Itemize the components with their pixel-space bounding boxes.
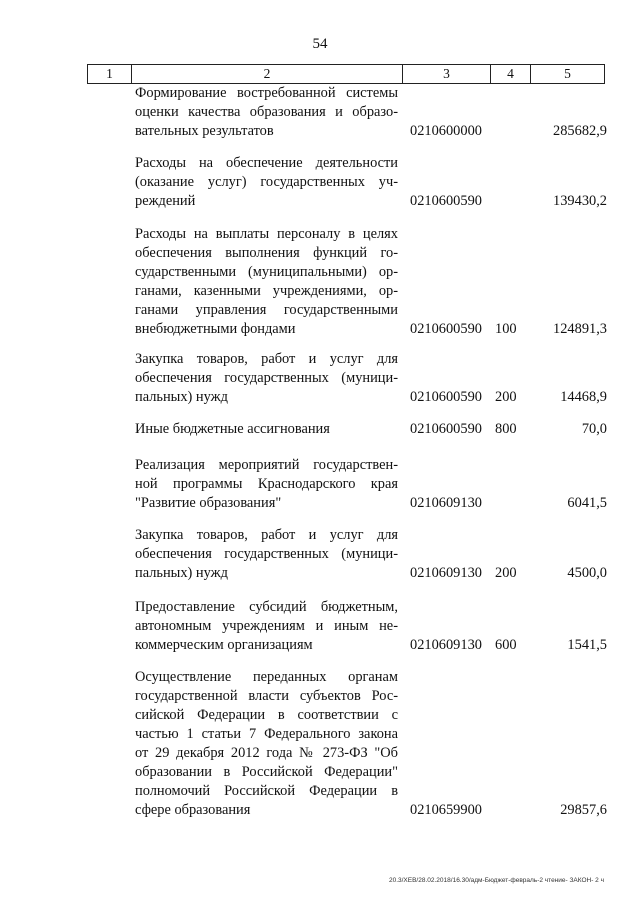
row-code: 0210600590 bbox=[410, 193, 482, 209]
row-code: 0210659900 bbox=[410, 802, 482, 818]
row-code: 0210609130 bbox=[410, 637, 482, 653]
header-col-5: 5 bbox=[564, 66, 571, 81]
row-expense-kind: 100 bbox=[495, 321, 517, 337]
description-line: Закупка товаров, работ и услуг для bbox=[135, 527, 398, 543]
header-col-1: 1 bbox=[88, 65, 132, 83]
page-number: 54 bbox=[312, 36, 328, 52]
description-line: обеспечения государственных (муници- bbox=[135, 546, 398, 562]
row-expense-kind: 600 bbox=[495, 637, 517, 653]
description-line: полномочий Российской Федерации в bbox=[135, 783, 398, 799]
description-line: реждений bbox=[135, 193, 196, 209]
row-amount: 29857,6 bbox=[560, 802, 607, 818]
row-amount: 14468,9 bbox=[560, 389, 607, 405]
header-col-3: 3 bbox=[403, 65, 491, 83]
row-description bbox=[135, 456, 398, 513]
description-line: Иные бюджетные ассигнования bbox=[135, 421, 330, 437]
description-line: автономным учреждениям и иным не- bbox=[135, 618, 398, 634]
row-amount: 124891,3 bbox=[553, 321, 607, 337]
description-line: сийской Федерации в соответствии с bbox=[135, 707, 398, 723]
description-line: оценки качества образования и образо- bbox=[135, 104, 398, 120]
description-line: пальных) нужд bbox=[135, 389, 228, 405]
description-line: Расходы на выплаты персоналу в целях bbox=[135, 226, 398, 242]
row-expense-kind: 200 bbox=[495, 565, 517, 581]
description-line: Реализация мероприятий государствен- bbox=[135, 457, 398, 473]
description-line: государственной власти субъектов Рос- bbox=[135, 688, 398, 704]
description-line: вательных результатов bbox=[135, 123, 274, 139]
description-line: Расходы на обеспечение деятельности bbox=[135, 155, 398, 171]
description-line: пальных) нужд bbox=[135, 565, 228, 581]
row-code: 0210600590 bbox=[410, 421, 482, 437]
description-line: ганами, казенными учреждениями, ор- bbox=[135, 283, 398, 299]
row-description bbox=[135, 350, 398, 407]
header-col-2: 2 bbox=[132, 65, 403, 83]
row-amount: 139430,2 bbox=[553, 193, 607, 209]
row-amount: 4500,0 bbox=[567, 565, 607, 581]
row-amount: 285682,9 bbox=[553, 123, 607, 139]
footer-note: 20.3/ХЕВ/28.02.2018/16.30/адм-Бюджет-февраль-2 чтение- ЗАКОН- 2 ч bbox=[388, 877, 604, 884]
description-line: обеспечения выполнения функций го- bbox=[135, 245, 398, 261]
description-line: образовании в Российской Федерации" bbox=[135, 764, 398, 780]
description-line: Закупка товаров, работ и услуг для bbox=[135, 351, 398, 367]
row-description bbox=[135, 225, 398, 339]
row-description bbox=[135, 420, 398, 439]
row-expense-kind: 800 bbox=[495, 421, 517, 437]
description-line: сударственными (муниципальными) ор- bbox=[135, 264, 398, 280]
row-code: 0210600590 bbox=[410, 321, 482, 337]
row-code: 0210600590 bbox=[410, 389, 482, 405]
description-line: Формирование востребованной системы bbox=[135, 85, 398, 101]
description-line: внебюджетными фондами bbox=[135, 321, 296, 337]
description-line: обеспечения государственных (муници- bbox=[135, 370, 398, 386]
table-header-row bbox=[87, 64, 605, 84]
description-line: Предоставление субсидий бюджетным, bbox=[135, 599, 398, 615]
row-description bbox=[135, 84, 398, 141]
description-line: (оказание услуг) государственных уч- bbox=[135, 174, 398, 190]
description-line: "Развитие образования" bbox=[135, 495, 282, 511]
row-code: 0210609130 bbox=[410, 495, 482, 511]
row-expense-kind: 200 bbox=[495, 389, 517, 405]
description-line: ганами управления государственными bbox=[135, 302, 398, 318]
row-amount: 6041,5 bbox=[567, 495, 607, 511]
description-line: коммерческим организациям bbox=[135, 637, 313, 653]
row-code: 0210609130 bbox=[410, 565, 482, 581]
row-amount: 70,0 bbox=[581, 421, 607, 437]
description-line: частью 1 статьи 7 Федерального закона bbox=[135, 726, 398, 742]
row-code: 0210600000 bbox=[410, 123, 482, 139]
description-line: ной программы Краснодарского края bbox=[135, 476, 398, 492]
header-col-4: 4 bbox=[491, 65, 531, 83]
row-description bbox=[135, 598, 398, 655]
description-line: от 29 декабря 2012 года № 273-ФЗ "Об bbox=[135, 745, 398, 761]
row-amount: 1541,5 bbox=[567, 637, 607, 653]
row-description bbox=[135, 154, 398, 211]
row-description bbox=[135, 668, 398, 820]
description-line: Осуществление переданных органам bbox=[135, 669, 398, 685]
description-line: сфере образования bbox=[135, 802, 251, 818]
row-description bbox=[135, 526, 398, 583]
